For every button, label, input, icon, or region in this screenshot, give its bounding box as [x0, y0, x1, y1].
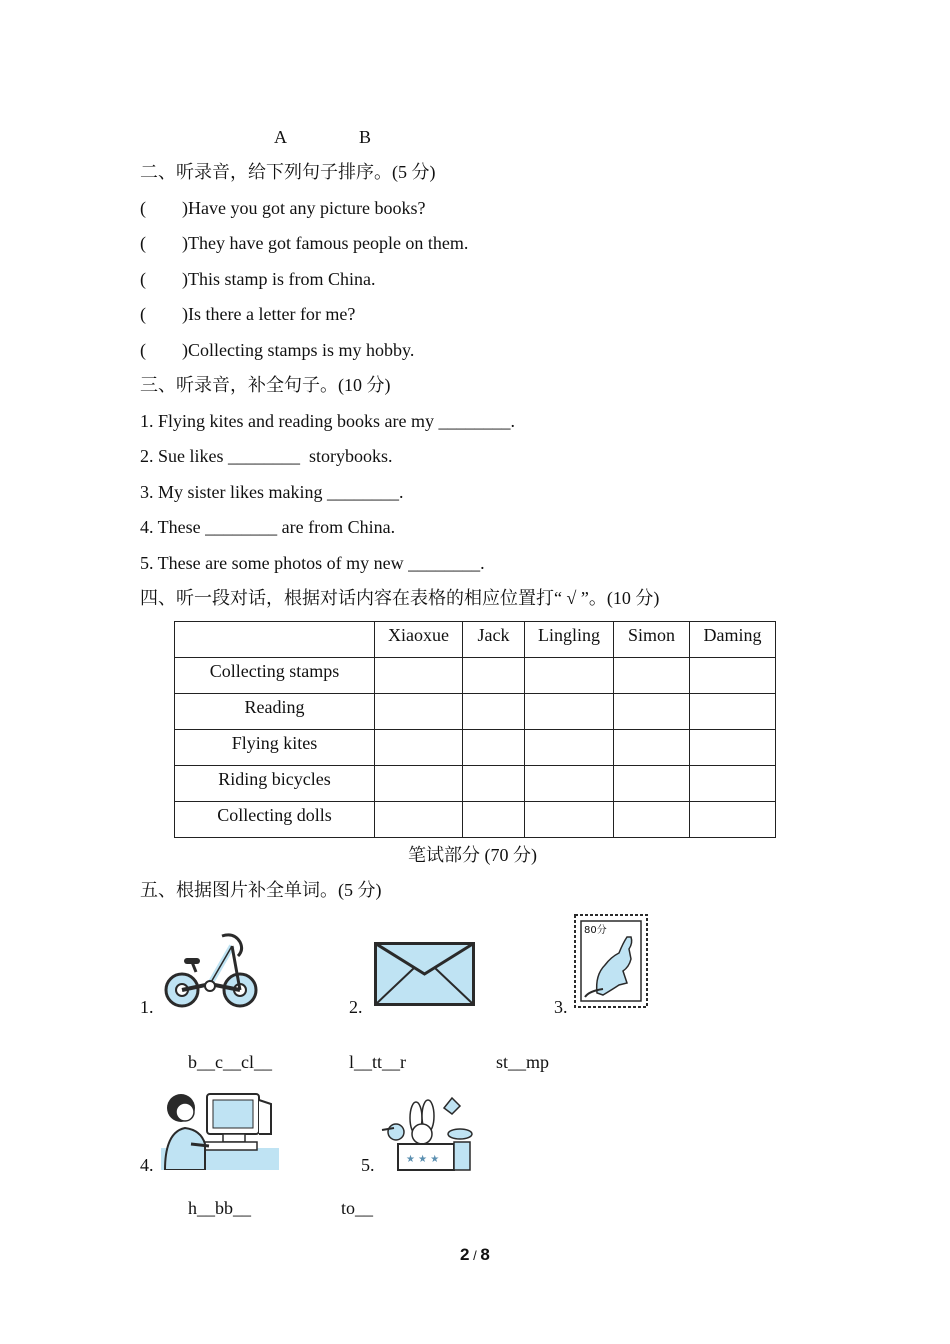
order-blank[interactable]: ( ): [140, 269, 188, 289]
row-label: Collecting dolls: [175, 802, 375, 838]
check-cell[interactable]: [463, 694, 525, 730]
check-cell[interactable]: [525, 694, 614, 730]
header-daming: Daming: [690, 622, 776, 658]
bicycle-icon: [162, 926, 262, 1012]
check-cell[interactable]: [525, 802, 614, 838]
table-row: [175, 694, 776, 730]
check-cell[interactable]: [614, 658, 690, 694]
row-label: Reading: [175, 694, 375, 730]
check-cell[interactable]: [690, 802, 776, 838]
order-blank[interactable]: ( ): [140, 198, 188, 218]
svg-text:★ ★ ★: ★ ★ ★: [406, 1154, 440, 1165]
stamp-value: 80分: [584, 925, 607, 936]
fill-sentence-3: 3. My sister likes making ________.: [140, 482, 404, 502]
word-blank-4[interactable]: h__bb__: [188, 1198, 251, 1218]
header-blank: [175, 622, 375, 658]
check-cell[interactable]: [463, 802, 525, 838]
word-blank-3[interactable]: st__mp: [496, 1052, 550, 1072]
list-item: ( )This stamp is from China.: [140, 269, 376, 289]
order-blank[interactable]: ( ): [140, 233, 188, 253]
written-part-heading: 笔试部分 (70 分): [408, 845, 537, 865]
check-cell[interactable]: [614, 766, 690, 802]
table-row: [175, 802, 776, 838]
check-cell[interactable]: [463, 658, 525, 694]
section3-title: 三、听录音，补全句子。(10 分): [140, 375, 391, 395]
label-b: B: [359, 127, 372, 147]
item-number-3: 3.: [554, 997, 568, 1017]
check-cell[interactable]: [525, 730, 614, 766]
toy-box-icon: [380, 1084, 476, 1174]
section5-title: 五、根据图片补全单词。(5 分): [140, 880, 382, 900]
header-xiaoxue: Xiaoxue: [375, 622, 463, 658]
fill-sentence-5: 5. These are some photos of my new ________.: [140, 553, 485, 573]
word-blank-2[interactable]: l__tt__r: [349, 1052, 406, 1072]
row-label: Collecting stamps: [175, 658, 375, 694]
word-blank-5[interactable]: to__: [341, 1198, 374, 1218]
item-number-4: 4.: [140, 1155, 154, 1175]
order-blank[interactable]: ( ): [140, 304, 188, 324]
page-number: 2 / 8: [460, 1245, 490, 1264]
label-a: A: [274, 127, 287, 147]
header-lingling: Lingling: [525, 622, 614, 658]
table-header-row: [175, 622, 776, 658]
check-cell[interactable]: [614, 802, 690, 838]
section2-title: 二、听录音，给下列句子排序。(5 分): [140, 162, 436, 182]
check-cell[interactable]: [375, 658, 463, 694]
list-item: ( )Have you got any picture books?: [140, 198, 426, 218]
check-cell[interactable]: [375, 766, 463, 802]
item-number-2: 2.: [349, 997, 363, 1017]
check-cell[interactable]: [690, 730, 776, 766]
envelope-icon: [374, 942, 475, 1006]
row-label: Flying kites: [175, 730, 375, 766]
fill-sentence-2: 2. Sue likes ________ storybooks.: [140, 446, 393, 466]
section4-title: 四、听一段对话，根据对话内容在表格的相应位置打“ √ ”。(10 分): [140, 588, 660, 608]
list-item: ( )They have got famous people on them.: [140, 233, 469, 253]
check-cell[interactable]: [690, 658, 776, 694]
item-number-5: 5.: [361, 1155, 375, 1175]
check-cell[interactable]: [525, 766, 614, 802]
boy-computer-icon: [161, 1088, 279, 1170]
hobby-table: [174, 621, 776, 838]
check-cell[interactable]: [375, 694, 463, 730]
table-row: [175, 766, 776, 802]
table-row: [175, 658, 776, 694]
kangaroo-stamp-icon: [573, 913, 649, 1009]
row-label: Riding bicycles: [175, 766, 375, 802]
table-row: [175, 730, 776, 766]
check-cell[interactable]: [463, 730, 525, 766]
check-cell[interactable]: [375, 802, 463, 838]
list-item: ( )Is there a letter for me?: [140, 304, 356, 324]
header-simon: Simon: [614, 622, 690, 658]
fill-sentence-4: 4. These ________ are from China.: [140, 517, 396, 537]
header-jack: Jack: [463, 622, 525, 658]
check-cell[interactable]: [375, 730, 463, 766]
check-cell[interactable]: [690, 694, 776, 730]
check-cell[interactable]: [525, 658, 614, 694]
check-cell[interactable]: [614, 694, 690, 730]
list-item: ( )Collecting stamps is my hobby.: [140, 340, 415, 360]
fill-sentence-1: 1. Flying kites and reading books are my ________.: [140, 411, 515, 431]
check-cell[interactable]: [614, 730, 690, 766]
item-number-1: 1.: [140, 997, 154, 1017]
order-blank[interactable]: ( ): [140, 340, 188, 360]
check-cell[interactable]: [690, 766, 776, 802]
check-cell[interactable]: [463, 766, 525, 802]
word-blank-1[interactable]: b__c__cl__: [188, 1052, 272, 1072]
